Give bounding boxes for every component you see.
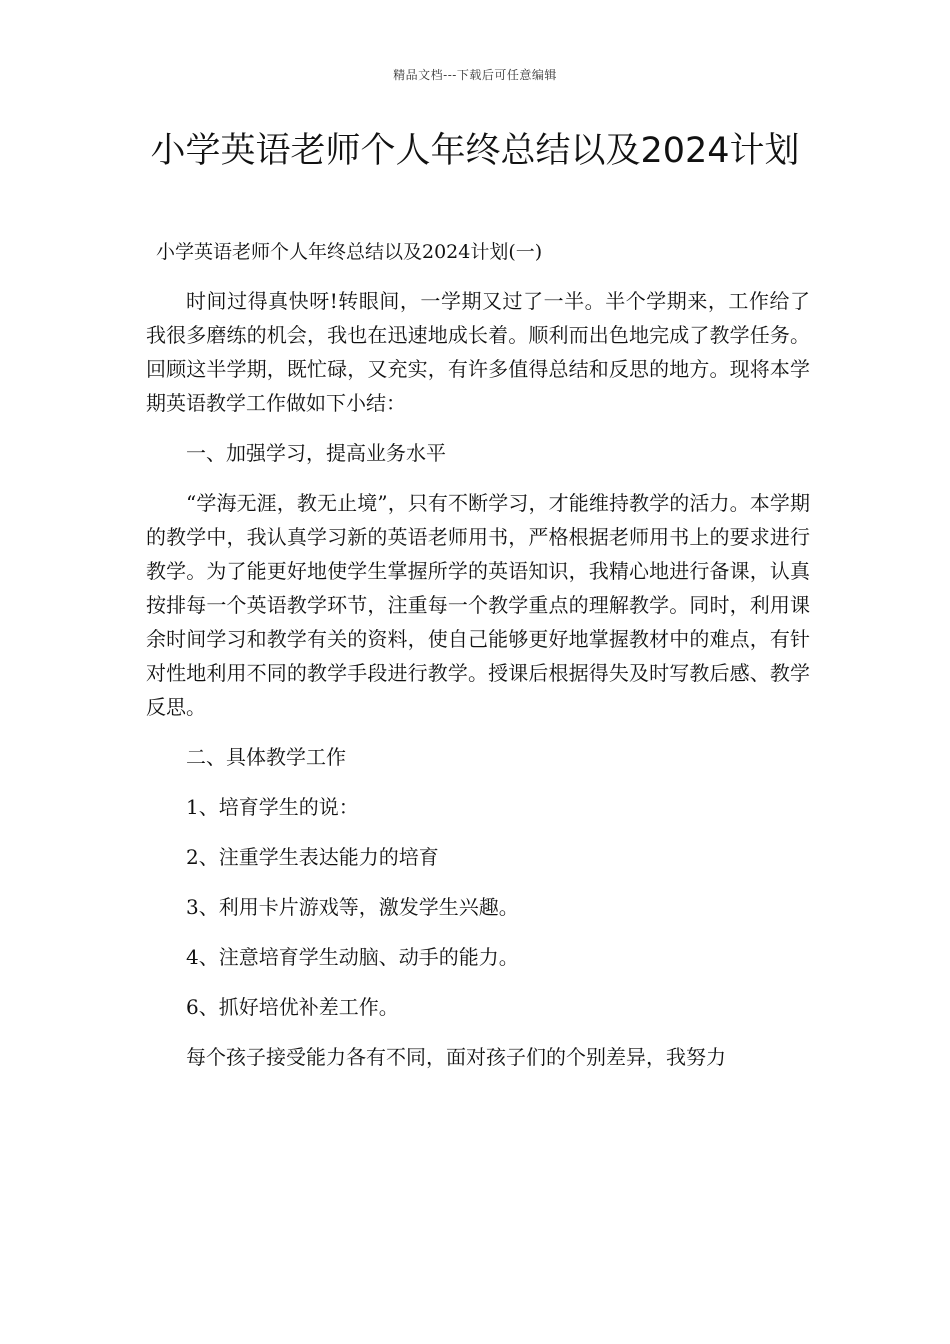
list-item-6: 6、抓好培优补差工作。: [186, 995, 399, 1019]
section-heading-2: 二、具体教学工作: [186, 745, 346, 769]
list-item-4: 4、注意培育学生动脑、动手的能力。: [186, 945, 519, 969]
paragraph-learning: “学海无涯，教无止境”，只有不断学习，才能维持教学的活力。本学期的教学中，我认真学习新的英语老师用书，严格根据老师用书上的要求进行教学。为了能更好地使学生掌握所学的英语知识，我精心地进行备课，认真按排每一个英语教学环节，注重每一个教学重点的理解教学。同时，利用课余时间学习和教学有关的资料，使自己能够更好地掌握教材中的难点，有针对性地利用不同的教学手段进行教学。授课后根据得失及时写教后感、教学反思。: [146, 491, 810, 719]
page-header: 精品文档---下载后可任意编辑: [393, 68, 557, 82]
list-item-2: 2、注重学生表达能力的培育: [186, 845, 439, 869]
section-heading-1: 一、加强学习，提高业务水平: [186, 441, 446, 465]
document-body: [146, 284, 810, 1090]
document-title: 小学英语老师个人年终总结以及2024计划: [150, 131, 800, 171]
list-item-1: 1、培育学生的说：: [186, 795, 359, 819]
document-subtitle: 小学英语老师个人年终总结以及2024计划(一): [156, 241, 543, 263]
paragraph-intro: 时间过得真快呀!转眼间，一学期又过了一半。半个学期来，工作给了我很多磨练的机会，我也在迅速地成长着。顺利而出色地完成了教学任务。回顾这半学期，既忙碌，又充实，有许多值得总结和反思的地方。现将本学期英语教学工作做如下小结：: [146, 289, 810, 415]
paragraph-differences: 每个孩子接受能力各有不同，面对孩子们的个别差异，我努力: [186, 1045, 726, 1069]
list-item-3: 3、利用卡片游戏等，激发学生兴趣。: [186, 895, 519, 919]
